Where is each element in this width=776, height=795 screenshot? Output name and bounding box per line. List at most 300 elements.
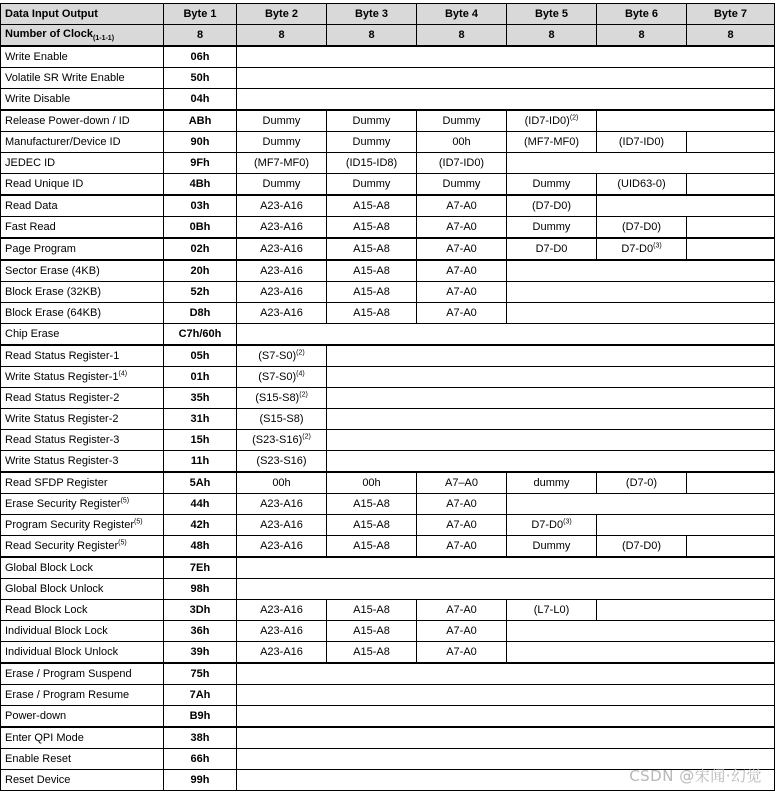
footnote-ref: (4): [296, 370, 305, 378]
byte-cell: [237, 238, 327, 260]
instruction-name-cell: [1, 367, 164, 388]
instruction-name: Read Data: [5, 200, 58, 212]
opcode-cell: 06h: [164, 46, 237, 68]
opcode-cell: 04h: [164, 89, 237, 111]
table-row: [1, 282, 775, 303]
table-row: [1, 515, 775, 536]
byte-cell: [507, 536, 597, 558]
instruction-name: Program Security Register: [5, 519, 134, 531]
byte-cell: [327, 515, 417, 536]
byte-cell: [327, 494, 417, 515]
byte-cell: [237, 472, 327, 494]
instruction-name: Sector Erase (4KB): [5, 265, 100, 277]
byte-cell: [237, 282, 327, 303]
opcode-cell: 90h: [164, 132, 237, 153]
byte-cell: [417, 494, 507, 515]
byte-value: (S7-S0): [258, 350, 297, 362]
instruction-name: Enter QPI Mode: [5, 732, 84, 744]
instruction-name: Write Status Register-2: [5, 413, 119, 425]
empty-cell: [687, 238, 775, 260]
byte-cell: [237, 153, 327, 174]
instruction-name-cell: [1, 749, 164, 770]
instruction-name-cell: [1, 132, 164, 153]
footnote-ref: (2): [296, 349, 305, 357]
byte-value: A7-A0: [446, 604, 477, 616]
byte-cell: [327, 642, 417, 664]
header-byte: Byte 2: [237, 4, 327, 25]
instruction-name: Reset Device: [5, 774, 71, 786]
byte-value: (L7-L0): [533, 604, 570, 616]
instruction-name: Read Security Register: [5, 540, 119, 552]
byte-value: Dummy: [262, 136, 301, 148]
byte-cell: [597, 217, 687, 239]
opcode-cell: 44h: [164, 494, 237, 515]
byte-cell: [327, 621, 417, 642]
byte-value: A7-A0: [446, 286, 477, 298]
instruction-name: Write Disable: [5, 93, 71, 105]
byte-cell: [417, 621, 507, 642]
byte-cell: [237, 132, 327, 153]
byte-cell: [237, 303, 327, 324]
instruction-name-cell: [1, 515, 164, 536]
instruction-name-cell: [1, 451, 164, 473]
opcode-cell: 11h: [164, 451, 237, 473]
instruction-name: Read Unique ID: [5, 178, 84, 190]
instruction-name: Manufacturer/Device ID: [5, 136, 121, 148]
byte-cell: [417, 282, 507, 303]
opcode-cell: 66h: [164, 749, 237, 770]
table-row: [1, 217, 775, 239]
byte-cell: [597, 238, 687, 260]
instruction-name-cell: [1, 770, 164, 791]
opcode-cell: D8h: [164, 303, 237, 324]
opcode-cell: 05h: [164, 345, 237, 367]
table-row: [1, 46, 775, 68]
byte-value: D7-D0: [531, 519, 564, 531]
byte-value: Dummy: [442, 115, 481, 127]
empty-cell: [597, 600, 775, 621]
table-row: [1, 260, 775, 282]
instruction-name-cell: [1, 153, 164, 174]
byte-cell: [237, 642, 327, 664]
byte-cell: [417, 174, 507, 196]
clock-value: 8: [597, 25, 687, 47]
byte-value: A23-A16: [260, 604, 303, 616]
instruction-name-cell: [1, 89, 164, 111]
byte-value: A23-A16: [260, 646, 303, 658]
footnote-ref: (5): [134, 518, 143, 526]
empty-cell: [507, 494, 775, 515]
byte-cell: [417, 303, 507, 324]
footnote-ref: (2): [302, 433, 311, 441]
byte-cell: [507, 217, 597, 239]
table-row: [1, 430, 775, 451]
byte-cell: [507, 515, 597, 536]
byte-cell: [327, 217, 417, 239]
byte-value: Dummy: [532, 540, 571, 552]
byte-value: (D7-D0): [621, 540, 662, 552]
byte-cell: [237, 195, 327, 217]
instruction-name-cell: [1, 430, 164, 451]
table-row: [1, 409, 775, 430]
byte-cell: [417, 536, 507, 558]
byte-cell: [327, 303, 417, 324]
opcode-cell: 7Eh: [164, 557, 237, 579]
header-col-label: Data Input Output: [1, 4, 164, 25]
byte-cell: [507, 238, 597, 260]
instruction-name: Chip Erase: [5, 328, 60, 340]
footnote-ref: (5): [118, 539, 127, 547]
byte-cell: [417, 110, 507, 132]
instruction-name-cell: [1, 621, 164, 642]
byte-value: A15-A8: [353, 646, 390, 658]
byte-cell: [327, 238, 417, 260]
opcode-cell: 38h: [164, 727, 237, 749]
opcode-cell: 5Ah: [164, 472, 237, 494]
opcode-cell: 3Dh: [164, 600, 237, 621]
opcode-cell: 01h: [164, 367, 237, 388]
clock-row: [1, 25, 775, 47]
byte-value: 00h: [362, 477, 381, 489]
opcode-cell: 31h: [164, 409, 237, 430]
byte-cell: [237, 451, 327, 473]
header-byte: Byte 7: [687, 4, 775, 25]
byte-cell: [237, 409, 327, 430]
byte-value: A7-A0: [446, 221, 477, 233]
footnote-ref: (3): [563, 518, 572, 526]
empty-cell: [597, 110, 775, 132]
clock-label-sub: (1-1-1): [93, 35, 115, 43]
instruction-name: Read Block Lock: [5, 604, 88, 616]
byte-value: (ID7-ID0): [524, 115, 570, 127]
byte-value: (D7-D0): [531, 200, 572, 212]
table-row: [1, 324, 775, 346]
table-row: [1, 685, 775, 706]
byte-value: A7-A0: [446, 498, 477, 510]
byte-value: D7-D0: [621, 243, 654, 255]
byte-value: A15-A8: [353, 243, 390, 255]
instruction-name: Volatile SR Write Enable: [5, 72, 125, 84]
opcode-cell: 39h: [164, 642, 237, 664]
opcode-cell: 4Bh: [164, 174, 237, 196]
byte-cell: [237, 110, 327, 132]
instruction-name: Read Status Register-2: [5, 392, 120, 404]
table-row: [1, 706, 775, 728]
byte-value: 00h: [452, 136, 471, 148]
instruction-name-cell: [1, 557, 164, 579]
opcode-cell: 7Ah: [164, 685, 237, 706]
footnote-ref: (2): [569, 114, 579, 122]
byte-value: (S15-S8): [259, 413, 304, 425]
byte-value: Dummy: [352, 136, 391, 148]
byte-cell: [507, 472, 597, 494]
empty-cell: [237, 579, 775, 600]
header-byte: Byte 1: [164, 4, 237, 25]
table-row: [1, 663, 775, 685]
byte-value: (D7-0): [625, 477, 658, 489]
byte-cell: [237, 217, 327, 239]
instruction-name: Read SFDP Register: [5, 477, 108, 489]
table-row: [1, 388, 775, 409]
instruction-name-cell: [1, 282, 164, 303]
instruction-name-cell: [1, 409, 164, 430]
empty-cell: [327, 388, 775, 409]
opcode-cell: 15h: [164, 430, 237, 451]
table-row: [1, 195, 775, 217]
byte-cell: [237, 174, 327, 196]
instruction-table: [0, 3, 775, 791]
byte-cell: [417, 217, 507, 239]
empty-cell: [507, 621, 775, 642]
byte-value: A23-A16: [260, 265, 303, 277]
opcode-cell: C7h/60h: [164, 324, 237, 346]
empty-cell: [237, 685, 775, 706]
instruction-name-cell: [1, 642, 164, 664]
instruction-name-cell: [1, 110, 164, 132]
byte-value: A15-A8: [353, 221, 390, 233]
table-row: [1, 153, 775, 174]
byte-value: Dummy: [262, 115, 301, 127]
byte-value: (MF7-MF0): [254, 157, 309, 169]
instruction-name-cell: [1, 600, 164, 621]
instruction-name: Enable Reset: [5, 753, 72, 765]
byte-cell: [327, 110, 417, 132]
byte-cell: [327, 260, 417, 282]
instruction-name-cell: [1, 46, 164, 68]
byte-cell: [237, 345, 327, 367]
instruction-name: Page Program: [5, 243, 76, 255]
byte-value: A23-A16: [260, 243, 303, 255]
empty-cell: [237, 727, 775, 749]
byte-value: 00h: [272, 477, 291, 489]
byte-cell: [417, 260, 507, 282]
byte-cell: [507, 110, 597, 132]
header-byte: Byte 5: [507, 4, 597, 25]
byte-value: A15-A8: [353, 625, 390, 637]
empty-cell: [687, 472, 775, 494]
byte-value: (MF7-MF0): [524, 136, 579, 148]
clock-value: 8: [237, 25, 327, 47]
byte-cell: [327, 536, 417, 558]
byte-cell: [417, 515, 507, 536]
instruction-name-cell: [1, 345, 164, 367]
empty-cell: [687, 536, 775, 558]
byte-value: A7-A0: [446, 625, 477, 637]
instruction-name: Block Erase (64KB): [5, 307, 101, 319]
byte-value: A23-A16: [260, 221, 303, 233]
byte-value: A7-A0: [446, 646, 477, 658]
empty-cell: [237, 46, 775, 68]
byte-cell: [237, 430, 327, 451]
instruction-name-cell: [1, 217, 164, 239]
opcode-cell: 75h: [164, 663, 237, 685]
instruction-name: Global Block Lock: [5, 562, 94, 574]
opcode-cell: 52h: [164, 282, 237, 303]
byte-value: A23-A16: [260, 519, 303, 531]
opcode-cell: 42h: [164, 515, 237, 536]
byte-value: A23-A16: [260, 625, 303, 637]
opcode-cell: 02h: [164, 238, 237, 260]
clock-value: 8: [507, 25, 597, 47]
instruction-name: Erase Security Register: [5, 498, 121, 510]
byte-value: (ID7-ID0): [438, 157, 485, 169]
byte-cell: [417, 472, 507, 494]
opcode-cell: B9h: [164, 706, 237, 728]
instruction-name: Erase / Program Resume: [5, 689, 130, 701]
byte-cell: [327, 195, 417, 217]
empty-cell: [237, 324, 775, 346]
byte-value: A15-A8: [353, 604, 390, 616]
table-row: [1, 451, 775, 473]
clock-label-cell: [1, 25, 164, 47]
footnote-ref: (4): [118, 370, 128, 378]
byte-value: A15-A8: [353, 200, 390, 212]
instruction-name-cell: [1, 494, 164, 515]
empty-cell: [237, 557, 775, 579]
byte-value: A7-A0: [446, 540, 477, 552]
table-row: [1, 494, 775, 515]
clock-value: 8: [327, 25, 417, 47]
instruction-name-cell: [1, 260, 164, 282]
table-row: [1, 727, 775, 749]
instruction-name: Release Power-down / ID: [5, 115, 130, 127]
table-row: [1, 536, 775, 558]
empty-cell: [687, 132, 775, 153]
byte-cell: [237, 367, 327, 388]
instruction-name-cell: [1, 388, 164, 409]
footnote-ref: (2): [299, 391, 308, 399]
clock-value: 8: [417, 25, 507, 47]
byte-cell: [417, 600, 507, 621]
opcode-cell: 03h: [164, 195, 237, 217]
byte-cell: [417, 132, 507, 153]
instruction-name-cell: [1, 536, 164, 558]
opcode-cell: 50h: [164, 68, 237, 89]
instruction-name: Global Block Unlock: [5, 583, 104, 595]
opcode-cell: 99h: [164, 770, 237, 791]
header-byte: Byte 3: [327, 4, 417, 25]
table-row: [1, 238, 775, 260]
byte-value: A15-A8: [353, 519, 390, 531]
empty-cell: [507, 642, 775, 664]
instruction-name: Read Status Register-1: [5, 350, 120, 362]
byte-cell: [597, 472, 687, 494]
clock-value: 8: [164, 25, 237, 47]
opcode-cell: 20h: [164, 260, 237, 282]
byte-value: (ID15-ID8): [345, 157, 398, 169]
table-row: [1, 89, 775, 111]
byte-value: D7-D0: [535, 243, 568, 255]
instruction-name-cell: [1, 303, 164, 324]
instruction-name: Individual Block Lock: [5, 625, 108, 637]
byte-value: A7–A0: [444, 477, 479, 489]
byte-cell: [327, 472, 417, 494]
byte-value: Dummy: [442, 178, 481, 190]
byte-value: dummy: [533, 477, 570, 489]
empty-cell: [597, 195, 775, 217]
instruction-name: Power-down: [5, 710, 67, 722]
instruction-name: Erase / Program Suspend: [5, 668, 132, 680]
opcode-cell: ABh: [164, 110, 237, 132]
byte-value: (S23-S16): [256, 455, 307, 467]
table-row: [1, 303, 775, 324]
byte-cell: [327, 282, 417, 303]
empty-cell: [327, 367, 775, 388]
byte-value: (ID7-ID0): [618, 136, 665, 148]
instruction-name: Fast Read: [5, 221, 56, 233]
instruction-name-cell: [1, 579, 164, 600]
opcode-cell: 35h: [164, 388, 237, 409]
byte-value: A23-A16: [260, 540, 303, 552]
empty-cell: [507, 260, 775, 282]
instruction-name: Write Status Register-3: [5, 455, 119, 467]
byte-value: Dummy: [532, 178, 571, 190]
instruction-name: Block Erase (32KB): [5, 286, 101, 298]
byte-cell: [327, 132, 417, 153]
header-byte: Byte 6: [597, 4, 687, 25]
instruction-name-cell: [1, 174, 164, 196]
opcode-cell: 0Bh: [164, 217, 237, 239]
byte-value: (UID63-0): [617, 178, 666, 190]
instruction-name: Individual Block Unlock: [5, 646, 119, 658]
byte-cell: [237, 494, 327, 515]
byte-value: (S7-S0): [258, 371, 297, 383]
table-row: [1, 621, 775, 642]
opcode-cell: 98h: [164, 579, 237, 600]
empty-cell: [507, 303, 775, 324]
byte-cell: [507, 195, 597, 217]
byte-cell: [417, 642, 507, 664]
byte-value: Dummy: [352, 178, 391, 190]
table-row: [1, 68, 775, 89]
instruction-name-cell: [1, 238, 164, 260]
table-row: [1, 557, 775, 579]
byte-cell: [507, 174, 597, 196]
byte-value: A15-A8: [353, 540, 390, 552]
instruction-name-cell: [1, 195, 164, 217]
byte-value: A15-A8: [353, 307, 390, 319]
instruction-name: Write Status Register-1: [5, 371, 119, 383]
table-row: [1, 579, 775, 600]
byte-cell: [327, 600, 417, 621]
empty-cell: [327, 409, 775, 430]
empty-cell: [237, 706, 775, 728]
header-byte: Byte 4: [417, 4, 507, 25]
empty-cell: [237, 68, 775, 89]
byte-cell: [507, 600, 597, 621]
instruction-name-cell: [1, 706, 164, 728]
instruction-name-cell: [1, 663, 164, 685]
clock-value: 8: [687, 25, 775, 47]
table-row: [1, 110, 775, 132]
empty-cell: [237, 89, 775, 111]
byte-cell: [327, 174, 417, 196]
instruction-name: JEDEC ID: [5, 157, 56, 169]
byte-value: (S23-S16): [252, 434, 303, 446]
empty-cell: [507, 153, 775, 174]
byte-value: Dummy: [262, 178, 301, 190]
empty-cell: [687, 174, 775, 196]
table-row: [1, 174, 775, 196]
byte-cell: [417, 153, 507, 174]
byte-value: A23-A16: [260, 200, 303, 212]
opcode-cell: 36h: [164, 621, 237, 642]
byte-cell: [597, 536, 687, 558]
table-row: [1, 642, 775, 664]
byte-value: A23-A16: [260, 286, 303, 298]
byte-value: A7-A0: [446, 307, 477, 319]
byte-cell: [237, 260, 327, 282]
